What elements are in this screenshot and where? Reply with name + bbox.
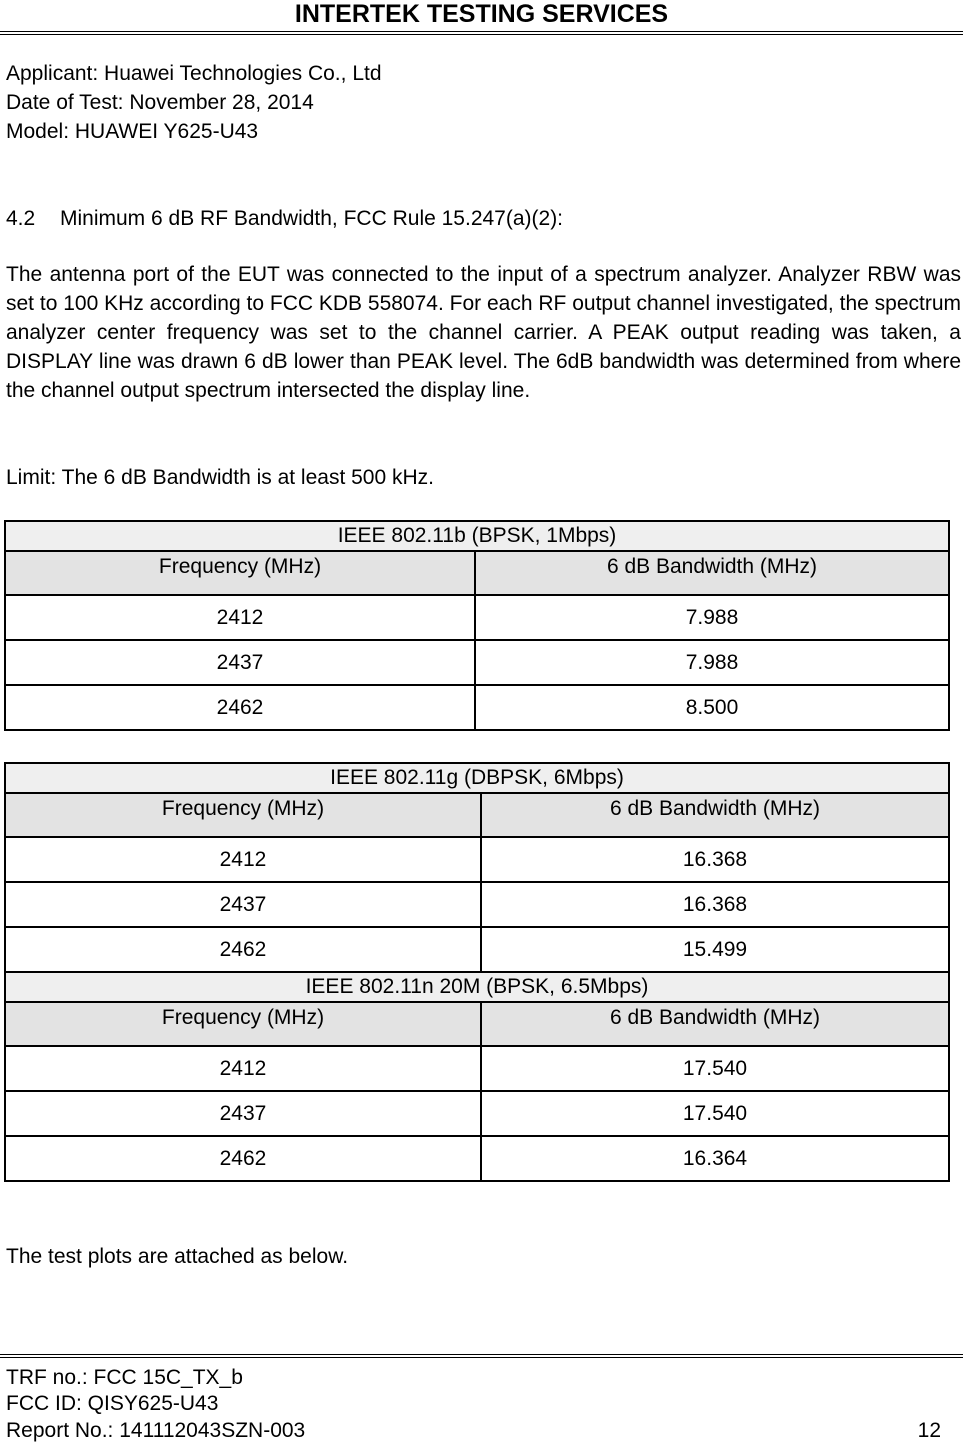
column-header-bandwidth: 6 dB Bandwidth (MHz) <box>475 551 949 595</box>
footer-rule <box>0 1354 963 1358</box>
frequency-cell: 2412 <box>5 1046 481 1091</box>
bandwidth-cell: 7.988 <box>475 595 949 640</box>
method-paragraph <box>6 260 961 405</box>
table-row <box>5 1091 949 1136</box>
frequency-cell: 2437 <box>5 1091 481 1136</box>
table-row <box>5 640 949 685</box>
frequency-cell: 2462 <box>5 1136 481 1181</box>
frequency-cell: 2462 <box>5 927 481 972</box>
bandwidth-cell: 17.540 <box>481 1046 949 1091</box>
model-line: Model: HUAWEI Y625-U43 <box>6 120 259 143</box>
table-caption: IEEE 802.11b (BPSK, 1Mbps) <box>5 521 949 551</box>
bandwidth-cell: 16.364 <box>481 1136 949 1181</box>
section-number: 4.2 <box>6 207 36 230</box>
bandwidth-cell: 16.368 <box>481 882 949 927</box>
bandwidth-cell: 17.540 <box>481 1091 949 1136</box>
section-title: Minimum 6 dB RF Bandwidth, FCC Rule 15.247(a)(2): <box>60 207 564 230</box>
table-80211g-80211n <box>4 762 950 1182</box>
column-header-frequency: Frequency (MHz) <box>5 551 475 595</box>
table-row <box>5 685 949 730</box>
frequency-cell: 2437 <box>5 882 481 927</box>
bandwidth-cell: 15.499 <box>481 927 949 972</box>
bandwidth-cell: 16.368 <box>481 837 949 882</box>
page-number: 12 <box>917 1419 941 1442</box>
table-caption: IEEE 802.11n 20M (BPSK, 6.5Mbps) <box>5 972 949 1002</box>
column-header-bandwidth: 6 dB Bandwidth (MHz) <box>481 1002 949 1046</box>
table-row <box>5 595 949 640</box>
footer-fcc-id: FCC ID: QISY625-U43 <box>6 1392 219 1415</box>
frequency-cell: 2412 <box>5 595 475 640</box>
column-header-frequency: Frequency (MHz) <box>5 1002 481 1046</box>
method-text: The antenna port of the EUT was connected to the input of a spectrum analyzer. Analyzer RBW was set to 100 KHz according to FCC KDB 558074. For each RF output channel investigated, the spectrum analyzer center frequency was set to the channel carrier. A PEAK output reading was taken, a DISPLAY line was drawn 6 dB lower than PEAK level. The 6dB bandwidth was determined from where the channel output spectrum intersected the display line. <box>6 263 961 402</box>
column-header-bandwidth: 6 dB Bandwidth (MHz) <box>481 793 949 837</box>
bandwidth-cell: 8.500 <box>475 685 949 730</box>
footer-trf: TRF no.: FCC 15C_TX_b <box>6 1366 243 1389</box>
table-caption: IEEE 802.11g (DBPSK, 6Mbps) <box>5 763 949 793</box>
table-row <box>5 882 949 927</box>
table-row <box>5 1136 949 1181</box>
frequency-cell: 2437 <box>5 640 475 685</box>
footer-report-number: Report No.: 141112043SZN-003 <box>6 1419 306 1442</box>
frequency-cell: 2462 <box>5 685 475 730</box>
column-header-frequency: Frequency (MHz) <box>5 793 481 837</box>
table-row <box>5 1046 949 1091</box>
bandwidth-cell: 7.988 <box>475 640 949 685</box>
table-80211b <box>4 520 950 731</box>
applicant-line: Applicant: Huawei Technologies Co., Ltd <box>6 62 382 85</box>
closing-text: The test plots are attached as below. <box>6 1245 349 1268</box>
header-rule <box>0 31 963 35</box>
table-row <box>5 927 949 972</box>
page-header-title: INTERTEK TESTING SERVICES <box>294 0 669 28</box>
limit-line: Limit: The 6 dB Bandwidth is at least 500 kHz. <box>6 466 434 489</box>
date-of-test-line: Date of Test: November 28, 2014 <box>6 91 314 114</box>
frequency-cell: 2412 <box>5 837 481 882</box>
section-heading <box>6 205 563 233</box>
table-row <box>5 837 949 882</box>
